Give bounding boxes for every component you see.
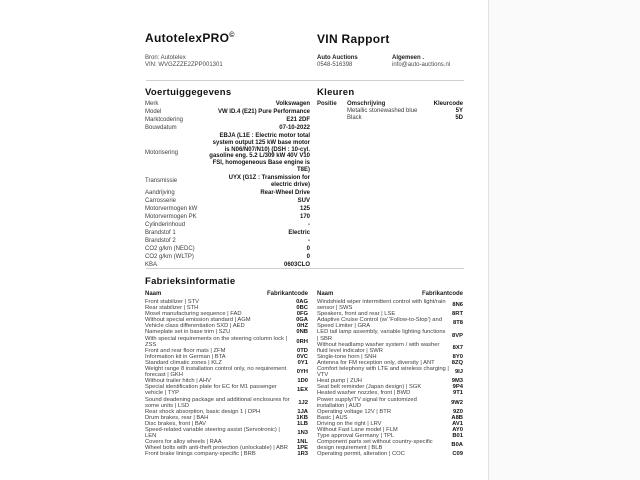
vehicle-kv-row [145, 206, 310, 213]
vehicle-kv-row [145, 198, 310, 205]
vehicle-kv-label: Transmissie [145, 178, 178, 185]
factory-item-code: B0A [451, 442, 463, 449]
factory-item-code: 1D0 [297, 378, 308, 385]
factory-item-code: 1NL [297, 439, 308, 446]
vehicle-kv-value: 170 [299, 213, 310, 220]
factory-item-code: B01 [452, 433, 463, 440]
vehicle-kv-value: 0 [306, 253, 310, 260]
factory-row [145, 336, 308, 348]
colors-col-positie: Positie [317, 101, 337, 107]
factory-right-code-header: Fabrikantcode [421, 291, 463, 297]
colors-section-heading: Kleuren [317, 87, 355, 98]
factory-item-name: Without Fast Lane model | FLM [317, 426, 398, 433]
vehicle-kv-value: UYX (G1Z : Transmission for electric drive) [228, 174, 310, 188]
vehicle-kv-label: KBA [145, 261, 158, 268]
factory-item-name: Rear stabilizer | STH [145, 305, 199, 312]
factory-item-name: Type approval Germany | TPL [317, 433, 395, 440]
page-title: VIN Rapport [317, 32, 390, 46]
factory-item-code: 0YH [296, 369, 308, 376]
vehicle-kv-row [145, 101, 310, 108]
factory-item-name: Comfort telephony with LTE and wireless charging | VTV [317, 366, 449, 379]
factory-item-code: 0RH [296, 338, 308, 345]
color-omschrijving: Black [347, 115, 362, 122]
factory-item-code: 8N6 [452, 302, 463, 309]
factory-row [317, 329, 463, 341]
color-omschrijving: Metallic stonewashed blue [347, 108, 418, 115]
vehicle-kv-label: Motorisering [145, 149, 179, 156]
company-name: Auto Auctions [317, 55, 358, 61]
factory-item-code: 0VC [296, 353, 308, 360]
factory-right-name-header: Naam [317, 291, 334, 297]
company-block [317, 55, 358, 69]
factory-item-code: 9Z0 [453, 408, 463, 415]
brand-title [145, 31, 235, 45]
vehicle-kv-label: Merk [145, 101, 159, 107]
factory-item-name: Covers for alloy wheels | RAA [145, 439, 222, 446]
factory-row [317, 342, 463, 354]
factory-item-name: Single-tone horn | SNH [317, 353, 377, 360]
factory-item-name: Windshield wiper intermittent control with light/rain sensor | SWS [317, 299, 446, 312]
vehicle-kv-value: SUV [297, 197, 310, 204]
factory-left-name-header: Naam [145, 291, 162, 297]
vehicle-kv-label: Model [145, 108, 162, 115]
vehicle-kv-value: 07-10-2022 [279, 124, 310, 131]
vehicle-kv-value: Electric [288, 229, 310, 236]
colors-table [317, 101, 463, 123]
factory-item-code: 0Y1 [297, 359, 308, 366]
factory-row [145, 451, 308, 457]
section-divider [146, 268, 464, 269]
factory-item-name: Weight range 8 installation control only, no requirement forecast | GKH [145, 366, 287, 379]
factory-item-name: Speakers, front and rear | LSE [317, 311, 396, 318]
vehicle-kv-row [145, 175, 310, 189]
factory-item-code: 1KB [296, 414, 308, 421]
factory-item-name: Operating voltage 12V | BTR [317, 408, 392, 415]
vehicle-kv-label: Motorvermogen PK [145, 213, 197, 220]
vehicle-kv-row [145, 109, 310, 116]
factory-item-code: 9P4 [452, 384, 463, 391]
factory-item-name: Information kit in German | BTA [145, 353, 226, 360]
vehicle-kv-label: Carrosserie [145, 197, 177, 204]
factory-item-name: Adaptive Cruise Control (w/ 'Follow-to-Stop') and Speed Limiter | GRA [317, 317, 442, 330]
copyright-mark: © [229, 32, 235, 39]
factory-item-code: 1R3 [297, 451, 308, 458]
factory-item-code: 9T1 [453, 390, 463, 397]
factory-item-code: 9IJ [454, 369, 463, 376]
factory-row [145, 366, 308, 378]
factory-item-name: Standard climatic zones | KLZ [145, 359, 222, 366]
vehicle-kv-value: 0603CLO [283, 261, 310, 268]
factory-item-code: 0BC [296, 305, 308, 312]
general-email: info@auto-auctions.nl [392, 62, 451, 69]
vehicle-kv-label: CO2 g/km (NEDC) [145, 245, 195, 252]
factory-item-name: Without headlamp washer system / with washer fluid level indicator | SWR [317, 341, 440, 354]
factory-row [145, 384, 308, 396]
vehicle-kv-label: Marktcodering [145, 116, 184, 123]
vehicle-kv-row [145, 254, 310, 261]
factory-item-name: Driving on the right | LRV [317, 420, 382, 427]
factory-item-name: Nameplate set in base trim | SZU [145, 329, 231, 336]
general-block [392, 55, 450, 69]
source-line: Bron: Autotelex [145, 55, 186, 61]
factory-row [145, 427, 308, 439]
factory-row [317, 366, 463, 378]
factory-item-name: Disc brakes, front | BAV [145, 420, 206, 427]
vehicle-kv-value: - [308, 237, 310, 244]
factory-item-code: 0GA [296, 317, 308, 324]
vehicle-kv-row [145, 246, 310, 253]
source-block [145, 55, 223, 69]
vehicle-kv-label: CO2 g/km (WLTP) [145, 253, 194, 260]
factory-item-name: Sound deadening package and additional enclosures for some units | LSD [145, 396, 290, 409]
factory-item-code: 1J2 [298, 399, 308, 406]
factory-item-name: LED tail lamp assembly, variable lighting functions | SBR [317, 329, 446, 342]
vehicle-kv-value: 125 [299, 205, 310, 212]
factory-item-name: Antenna for FM reception only, diversity | ANT [317, 359, 435, 366]
factory-item-name: Without trailer hitch | AHV [145, 378, 211, 385]
color-positie [317, 108, 347, 115]
factory-item-code: 1JA [297, 408, 308, 415]
color-kleurcode: 5D [455, 115, 463, 122]
factory-item-name: With special requirements on the steering column lock | ZSS [145, 335, 287, 348]
factory-item-code: AY0 [452, 426, 463, 433]
vehicle-kv-row [145, 117, 310, 124]
colors-row [317, 108, 463, 115]
factory-item-code: 1EX [297, 387, 308, 394]
factory-column-right [317, 291, 463, 457]
factory-item-name: Vehicle class differentiation SXD | AED [145, 323, 245, 330]
brand-text: AutotelexPRO [145, 31, 230, 45]
color-positie [317, 115, 347, 122]
factory-item-name: Heat pump | ZUH [317, 378, 362, 385]
factory-item-code: 1N3 [297, 430, 308, 437]
color-kleurcode: 5Y [455, 108, 463, 115]
factory-row [317, 299, 463, 311]
factory-item-name: Power supply/TV signal for customized installation | AUD [317, 396, 417, 409]
vehicle-kv-label: Brandstof 2 [145, 237, 176, 244]
factory-item-code: 1PE [297, 445, 308, 452]
factory-item-name: Without special emission standard | AGM [145, 317, 251, 324]
factory-item-name: Operating permit, alteration | COC [317, 451, 405, 458]
factory-item-code: 0AG [296, 299, 308, 305]
vehicle-kv-list [145, 101, 310, 268]
factory-item-code: 0TD [297, 347, 308, 354]
factory-item-name: Rear shock absorption, basic design 1 | DPH [145, 408, 261, 415]
factory-item-name: Seat belt reminder (Japan design) | SGK [317, 384, 422, 391]
factory-item-name: Wheel bolts with anti-theft protection (unlockable) | ABR [145, 445, 288, 452]
factory-item-name: Front brake linings company-specific | BRB [145, 451, 256, 458]
factory-right-header-row [317, 291, 463, 298]
factory-item-name: Speed-related variable steering assist (Servotronic) | LEN [145, 426, 280, 440]
vehicle-section-heading: Voertuiggegevens [145, 87, 232, 98]
factory-item-code: AV1 [452, 420, 463, 427]
factory-left-code-header: Fabrikantcode [266, 291, 308, 297]
factory-item-code: 0FG [296, 311, 308, 318]
company-phone: 0548-516398 [317, 62, 353, 69]
factory-item-name: Front and rear floor mats | ZFM [145, 347, 226, 354]
factory-row [317, 451, 463, 457]
vehicle-kv-row [145, 230, 310, 237]
factory-item-code: 0HZ [297, 323, 308, 330]
vehicle-kv-row [145, 214, 310, 221]
factory-item-code: 9M3 [451, 378, 463, 385]
header-divider [146, 80, 464, 81]
colors-col-kleurcode: Kleurcode [433, 101, 463, 107]
factory-item-name: Basic | AUS [317, 414, 348, 421]
factory-item-code: C09 [452, 451, 463, 458]
factory-item-name: Special identification plate for EC for M1 passenger vehicle | TYP [145, 384, 277, 397]
factory-item-name: Front stabilizer | STV [145, 299, 200, 305]
colors-col-omschrijving: Omschrijving [347, 101, 386, 107]
factory-item-code: A8B [451, 414, 463, 421]
factory-item-code: 8Y0 [452, 353, 463, 360]
factory-item-code: 8VP [452, 332, 463, 339]
factory-item-code: 8T8 [453, 320, 463, 327]
general-label: Algemeen . [392, 55, 425, 61]
factory-row [145, 397, 308, 409]
vehicle-kv-label: Cylinderinhoud [145, 221, 186, 228]
vehicle-kv-label: Aandrijving [145, 189, 175, 196]
vin-line: VIN: WVGZZZE2ZPP001301 [145, 62, 223, 69]
factory-item-name: Drum brakes, rear | BAH [145, 414, 209, 421]
factory-row [317, 317, 463, 329]
vehicle-kv-value: EBJA (L1E : Electric motor total system output 125 kW base motor is N06/N07/N10) (DSH : 10-cyl. gasoline eng. 5.2 L/309 kW 40V V10 FSI, homogeneous Base engine is T8E) [209, 132, 310, 173]
vehicle-kv-value: - [308, 221, 310, 228]
vehicle-kv-row [145, 190, 310, 197]
vehicle-kv-value: Rear-Wheel Drive [260, 189, 310, 196]
vehicle-kv-row [145, 238, 310, 245]
factory-item-code: 0NB [296, 329, 308, 336]
factory-item-code: 8RT [452, 311, 463, 318]
factory-section-heading: Fabrieksinformatie [145, 276, 236, 287]
vehicle-kv-row [145, 222, 310, 229]
factory-column-left [145, 291, 308, 457]
factory-item-name: Component parts set without country-specific design requirement | BLB [317, 439, 433, 452]
vehicle-kv-value: Volkswagen [275, 101, 310, 107]
factory-item-name: Heated washer nozzles, front | BWD [317, 390, 411, 397]
vehicle-kv-row [145, 133, 310, 174]
colors-row [317, 115, 463, 122]
colors-header-row [317, 101, 463, 108]
vehicle-kv-value: E21 2DF [286, 116, 310, 123]
vehicle-kv-label: Motorvermogen kW [145, 205, 198, 212]
factory-item-code: 8X7 [452, 344, 463, 351]
factory-row [317, 397, 463, 409]
factory-item-code: 1LB [297, 420, 308, 427]
factory-row [317, 439, 463, 451]
vehicle-kv-value: VW ID.4 (E21) Pure Performance [217, 108, 310, 115]
vehicle-kv-row [145, 125, 310, 132]
vehicle-kv-label: Brandstof 1 [145, 229, 176, 236]
factory-item-name: Mosel manufacturing sequence | FAD [145, 311, 242, 318]
factory-item-code: 8ZQ [451, 359, 463, 366]
factory-left-header-row [145, 291, 308, 298]
vehicle-kv-value: 0 [306, 245, 310, 252]
vehicle-kv-label: Bouwdatum [145, 124, 177, 131]
factory-item-code: 9W2 [451, 399, 463, 406]
